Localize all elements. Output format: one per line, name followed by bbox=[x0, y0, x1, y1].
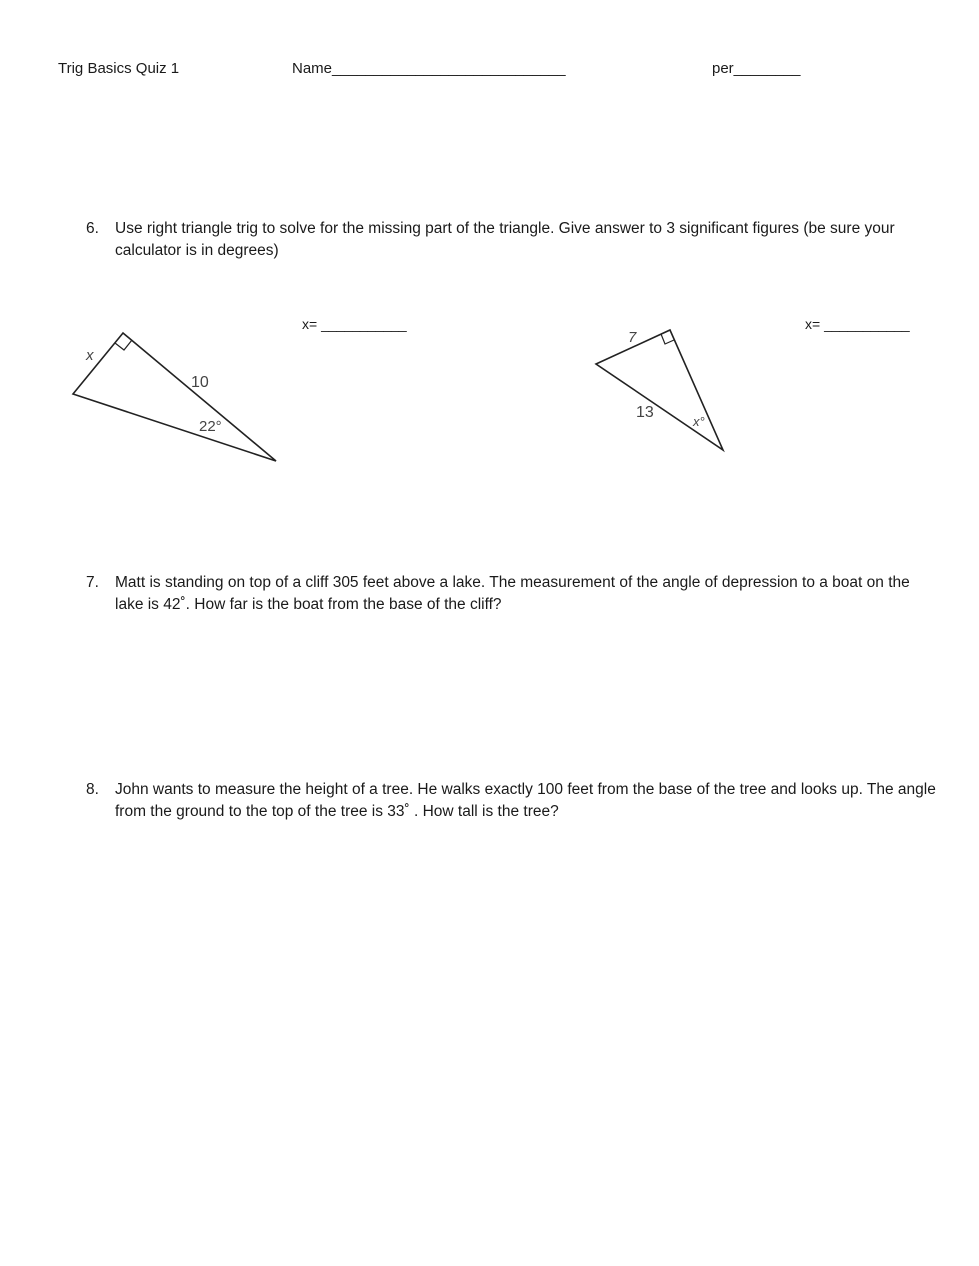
triangle-2-hyp-label: 13 bbox=[636, 404, 654, 421]
triangle-1-angle-label: 22° bbox=[199, 418, 222, 435]
question-text: Matt is standing on top of a cliff 305 feet above a lake. The measurement of the angle of depression to a boat on the lake is 42˚. How far is the boat from the base of the cliff? bbox=[115, 574, 910, 613]
question-number: 6. bbox=[86, 220, 99, 237]
triangle-1-hyp-label: 10 bbox=[191, 374, 209, 391]
question-text: Use right triangle trig to solve for the missing part of the triangle. Give answer to 3 significant figures (be sure your calculator is in degrees) bbox=[115, 220, 895, 259]
answer-blank-2: x= ___________ bbox=[805, 316, 910, 332]
name-field: Name____________________________ bbox=[292, 60, 566, 77]
triangle-1-leg-label: x bbox=[86, 347, 94, 364]
question-7 bbox=[86, 572, 936, 616]
triangle-figure-1 bbox=[60, 320, 300, 470]
quiz-title: Trig Basics Quiz 1 bbox=[58, 60, 180, 77]
question-6 bbox=[86, 218, 936, 262]
triangle-2-leg-label: 7 bbox=[628, 329, 637, 346]
triangle-2-angle-label: x° bbox=[693, 414, 705, 429]
triangle-figure-2 bbox=[580, 320, 740, 470]
triangle-2-outline bbox=[596, 330, 723, 450]
question-text: John wants to measure the height of a tree. He walks exactly 100 feet from the base of the tree and looks up. The angle from the ground to the top of the tree is 33˚ . How tall is the tree? bbox=[115, 781, 936, 820]
question-8 bbox=[86, 779, 936, 823]
triangle-1-outline bbox=[73, 333, 276, 461]
question-number: 8. bbox=[86, 781, 99, 798]
answer-blank-1: x= ___________ bbox=[302, 316, 407, 332]
right-angle-mark-1 bbox=[115, 340, 132, 350]
period-field: per________ bbox=[712, 60, 801, 77]
question-number: 7. bbox=[86, 574, 99, 591]
